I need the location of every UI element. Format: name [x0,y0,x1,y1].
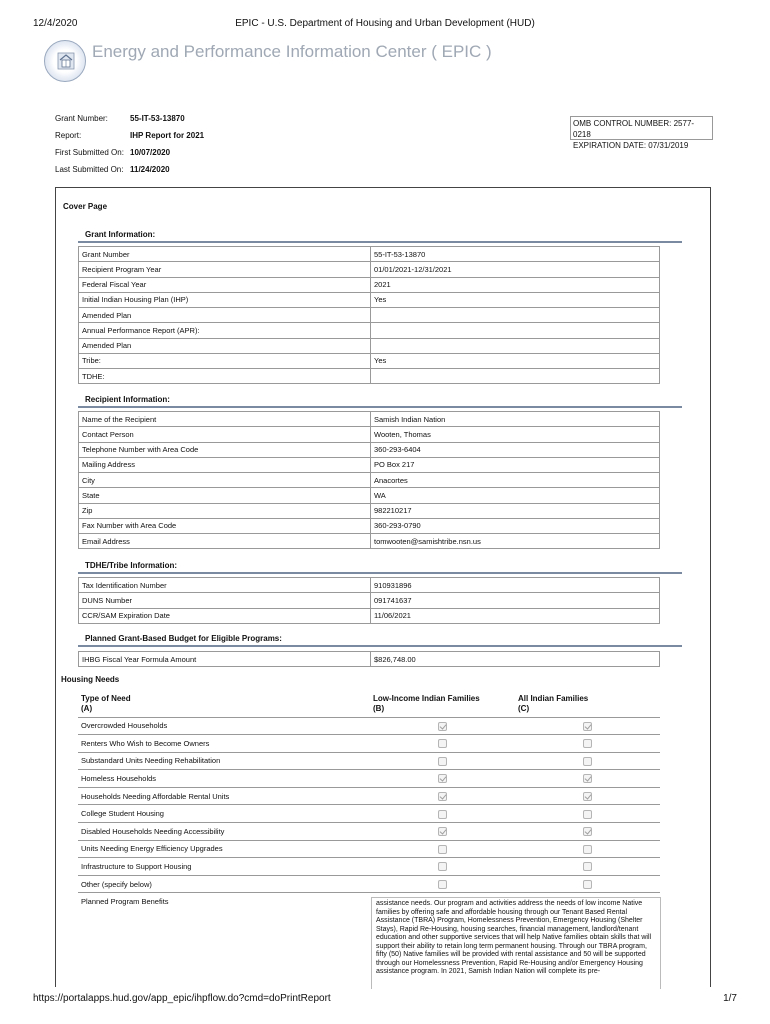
low-income-cell [370,735,515,753]
print-url: https://portalapps.hud.gov/app_epic/ihpflow.do?cmd=doPrintReport [33,993,331,1004]
field-value: 11/06/2021 [371,608,660,623]
field-value: 982210217 [371,503,660,518]
table-row [79,412,660,427]
field-value: 910931896 [371,578,660,593]
unchecked-checkbox[interactable] [583,810,592,819]
unchecked-checkbox[interactable] [438,845,447,854]
budget-table [78,651,660,667]
table-row [79,518,660,533]
field-label: Annual Performance Report (APR): [79,323,371,338]
field-label: Zip [79,503,371,518]
housing-need-row [78,770,660,788]
field-label: IHBG Fiscal Year Formula Amount [79,652,371,667]
field-value: Yes [371,292,660,307]
table-row [79,369,660,384]
print-footer [33,993,737,1007]
divider [78,406,682,408]
field-label: Telephone Number with Area Code [79,442,371,457]
field-label: Fax Number with Area Code [79,518,371,533]
field-label: State [79,488,371,503]
all-indian-cell [515,858,660,876]
report-body [55,187,711,987]
field-label: Initial Indian Housing Plan (IHP) [79,292,371,307]
housing-need-row [78,717,660,735]
table-row [79,247,660,262]
table-row [79,534,660,549]
omb-box [570,116,713,150]
print-header [33,18,737,32]
omb-expiration-date: EXPIRATION DATE: 07/31/2019 [573,141,689,150]
table-row [79,608,660,623]
meta-value: 55-IT-53-13870 [130,114,185,123]
low-income-cell [370,875,515,893]
unchecked-checkbox[interactable] [583,845,592,854]
table-row [79,488,660,503]
field-value: WA [371,488,660,503]
budget-title: Planned Grant-Based Budget for Eligible Programs: [85,634,282,643]
checked-checkbox[interactable] [583,827,592,836]
field-value [371,369,660,384]
meta-value: IHP Report for 2021 [130,131,205,140]
field-value: 2021 [371,277,660,292]
meta-value: 11/24/2020 [130,165,170,174]
field-value [371,323,660,338]
housing-need-row [78,752,660,770]
divider [78,572,682,574]
benefits-text: assistance needs. Our program and activities address the needs of low income Native families by offering safe and affordable housing through our Tenant Based Rental Assistance (TBRA) Program, Homelessness Prevention, Emergency Housing (Shelter Stays), Rapid Re-Housing, housing searches, financial management, landlord/tenant education and other supportive services that will help Native families obtain skills that will support their ability to retain long term permanent housing. Through our TBRA program, fifty (50) Native families will be provided with rental assistance and 50 will be supported through our Homelessness Prevention, Rapid Re-Housing and/or Emergency Housing assistance program. In 2021, Samish Indian Nation will complete its pre- [371,897,661,989]
omb-control-number: OMB CONTROL NUMBER: 2577-0218 [573,119,695,139]
unchecked-checkbox[interactable] [583,862,592,871]
need-label: College Student Housing [78,805,370,823]
need-label: Disabled Households Needing Accessibility [78,823,370,841]
housing-need-row [78,805,660,823]
table-row [79,277,660,292]
table-row [79,473,660,488]
field-label: Name of the Recipient [79,412,371,427]
checked-checkbox[interactable] [583,722,592,731]
meta-label: First Submitted On: [55,148,124,157]
low-income-cell [370,858,515,876]
need-label: Overcrowded Households [78,717,370,735]
field-value: Yes [371,353,660,368]
field-value [371,308,660,323]
grant-info-title: Grant Information: [85,230,156,239]
field-label: Grant Number [79,247,371,262]
meta-label: Last Submitted On: [55,165,124,174]
all-indian-cell [515,823,660,841]
field-label: City [79,473,371,488]
field-label: DUNS Number [79,593,371,608]
table-row [79,442,660,457]
field-label: TDHE: [79,369,371,384]
housing-needs-header [78,691,660,717]
checked-checkbox[interactable] [438,827,447,836]
recipient-info-title: Recipient Information: [85,395,170,404]
meta-label: Grant Number: [55,114,108,123]
checked-checkbox[interactable] [438,774,447,783]
field-label: Federal Fiscal Year [79,277,371,292]
hud-seal-icon [44,40,86,82]
unchecked-checkbox[interactable] [438,739,447,748]
field-label: Tribe: [79,353,371,368]
field-label: Recipient Program Year [79,262,371,277]
recipient-info-table [78,411,660,549]
table-row [79,292,660,307]
field-value [371,338,660,353]
low-income-cell [370,823,515,841]
low-income-cell [370,840,515,858]
need-label: Infrastructure to Support Housing [78,858,370,876]
col-type-of-need: Type of Need (A) [78,691,370,717]
tdhe-info-table [78,577,660,624]
housing-need-row [78,735,660,753]
need-label: Other (specify below) [78,875,370,893]
unchecked-checkbox[interactable] [438,862,447,871]
all-indian-cell [515,840,660,858]
meta-label: Report: [55,131,82,140]
housing-needs-title: Housing Needs [61,675,120,684]
grant-info-table [78,246,660,384]
field-value: 091741637 [371,593,660,608]
low-income-cell [370,770,515,788]
checked-checkbox[interactable] [583,774,592,783]
all-indian-cell [515,752,660,770]
housing-need-row [78,875,660,893]
print-title: EPIC - U.S. Department of Housing and Urban Development (HUD) [235,18,535,29]
field-label: Mailing Address [79,457,371,472]
print-date: 12/4/2020 [33,18,78,29]
divider [78,241,682,243]
low-income-cell [370,787,515,805]
unchecked-checkbox[interactable] [438,757,447,766]
table-row [79,353,660,368]
meta-value: 10/07/2020 [130,148,171,157]
field-value: PO Box 217 [371,457,660,472]
field-label: Amended Plan [79,338,371,353]
table-row [79,652,660,667]
checked-checkbox[interactable] [583,792,592,801]
field-label: Email Address [79,534,371,549]
low-income-cell [370,805,515,823]
all-indian-cell [515,875,660,893]
field-label: Amended Plan [79,308,371,323]
all-indian-cell [515,787,660,805]
unchecked-checkbox[interactable] [438,810,447,819]
unchecked-checkbox[interactable] [438,880,447,889]
field-value: Samish Indian Nation [371,412,660,427]
benefits-label: Planned Program Benefits [81,897,169,906]
field-value: Anacortes [371,473,660,488]
field-value: 55-IT-53-13870 [371,247,660,262]
tdhe-info-title: TDHE/Tribe Information: [85,561,177,570]
all-indian-cell [515,805,660,823]
field-value: Wooten, Thomas [371,427,660,442]
field-label: CCR/SAM Expiration Date [79,608,371,623]
field-value: tomwooten@samishtribe.nsn.us [371,534,660,549]
checked-checkbox[interactable] [438,722,447,731]
field-label: Contact Person [79,427,371,442]
app-title: Energy and Performance Information Center ( EPIC ) [92,42,492,61]
low-income-cell [370,717,515,735]
need-label: Renters Who Wish to Become Owners [78,735,370,753]
checked-checkbox[interactable] [438,792,447,801]
col-low-income: Low-Income Indian Families (B) [370,691,515,717]
all-indian-cell [515,735,660,753]
field-value: 360-293-0790 [371,518,660,533]
table-row [79,457,660,472]
housing-need-row [78,787,660,805]
table-row [79,503,660,518]
cover-page-title: Cover Page [63,202,108,211]
table-row [79,323,660,338]
need-label: Units Needing Energy Efficiency Upgrades [78,840,370,858]
app-banner [44,38,544,88]
all-indian-cell [515,717,660,735]
table-row [79,338,660,353]
unchecked-checkbox[interactable] [583,880,592,889]
low-income-cell [370,752,515,770]
unchecked-checkbox[interactable] [583,739,592,748]
field-value: $826,748.00 [371,652,660,667]
table-row [79,578,660,593]
table-row [79,308,660,323]
field-value: 01/01/2021-12/31/2021 [371,262,660,277]
table-row [79,427,660,442]
need-label: Homeless Households [78,770,370,788]
housing-needs-table [78,691,660,893]
divider [78,645,682,647]
need-label: Substandard Units Needing Rehabilitation [78,752,370,770]
housing-need-row [78,823,660,841]
all-indian-cell [515,770,660,788]
table-row [79,262,660,277]
need-label: Households Needing Affordable Rental Units [78,787,370,805]
col-all-indian: All Indian Families (C) [515,691,660,717]
table-row [79,593,660,608]
housing-need-row [78,840,660,858]
field-label: Tax Identification Number [79,578,371,593]
field-value: 360-293-6404 [371,442,660,457]
housing-need-row [78,858,660,876]
page-number: 1/7 [723,993,737,1004]
unchecked-checkbox[interactable] [583,757,592,766]
